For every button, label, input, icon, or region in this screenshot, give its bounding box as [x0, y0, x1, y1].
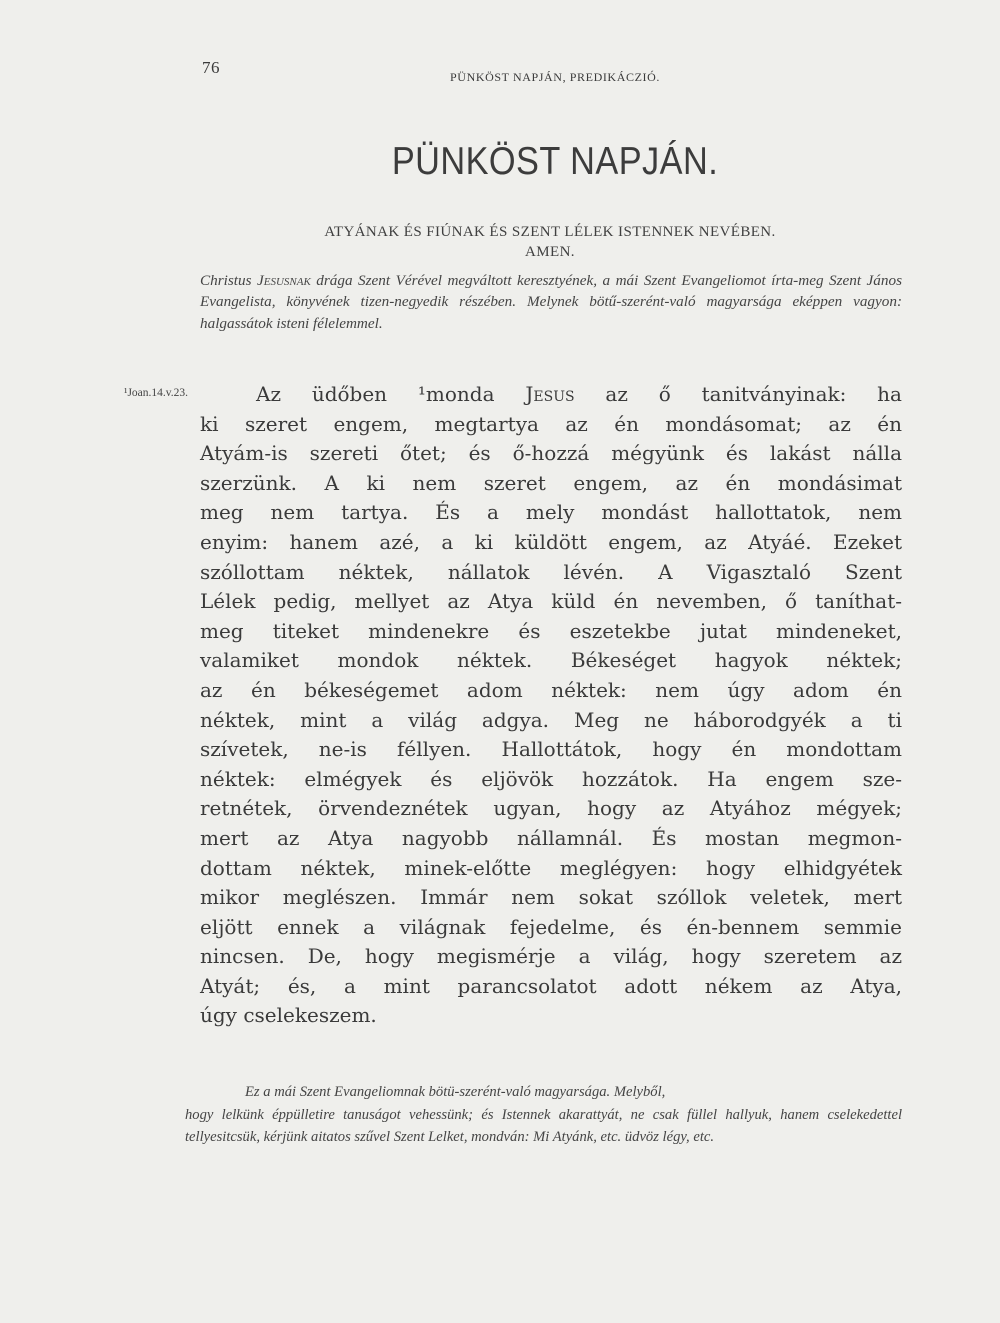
invocation-line-1: ATYÁNAK ÉS FIÚNAK ÉS SZENT LÉLEK ISTENNEK NEVÉBEN. — [324, 224, 776, 240]
scripture-line: Lélek pedig, mellyet az Atya küld én nevemben, ő taníthat- — [200, 589, 902, 614]
scripture-line: szívetek, ne-is féllyen. Hallottátok, hogy én mondottam — [200, 737, 902, 762]
scripture-line: meg titeket mindenekre és eszetekbe jutat mindeneket, — [200, 618, 902, 643]
scripture-passage — [200, 380, 902, 1031]
margin-reference: ¹Joan.14.v.23. — [124, 387, 189, 399]
running-head: PÜNKÖST NAPJÁN, PREDIKÁCZIÓ. — [450, 70, 660, 84]
intro-text-2: drága Szent Vérével megváltott keresztyének, a mái Szent Evangeliomot írta-meg Szent János Evangelista, könyvének tizen-negyedik részében. Melynek bötű-szerént-való magyarsága eképpen vagyon: halgassátok isteni félelemmel. — [200, 272, 902, 332]
scripture-line: eljött ennek a világnak fejedelme, és én-bennem semmie — [200, 914, 902, 939]
scripture-line: mikor meglészen. Immár nem sokat szóllok veletek, mert — [200, 885, 902, 910]
page-number: 76 — [202, 58, 220, 77]
invocation-line-2: AMEN. — [525, 244, 575, 260]
scripture-name: Jesus — [525, 382, 575, 406]
intro-paragraph — [200, 270, 902, 334]
scripture-line: ki szeret engem, megtartya az én mondásomat; az én — [200, 411, 902, 436]
page-title: PÜNKÖST NAPJÁN. — [391, 140, 719, 183]
invocation — [200, 222, 900, 262]
scripture-line: retnétek, örvendeznétek ugyan, hogy az Atyához mégyek; — [200, 796, 902, 821]
scripture-line: néktek: elmégyek és eljövök hozzátok. Ha engem sze- — [200, 766, 902, 791]
scripture-line: szóllottam néktek, nállatok lévén. A Vigasztaló Szent — [200, 559, 902, 584]
scripture-line: Atyát; és, a mint parancsolatot adott nékem az Atya, — [200, 973, 902, 998]
scripture-line: Atyám-is szereti őtet; és ő-hozzá mégyünk és lakást nálla — [200, 441, 902, 466]
scripture-line: enyim: hanem azé, a ki küldött engem, az Atyáé. Ezeket — [200, 529, 902, 554]
scripture-line: néktek, mint a világ adgya. Meg ne háborodgyék a ti — [200, 707, 902, 732]
closing-paragraph — [185, 1081, 902, 1149]
scripture-line: szerzünk. A ki nem szeret engem, az én mondásimat — [200, 470, 902, 495]
scripture-line: dottam néktek, minek-előtte meglégyen: hogy elhidgyétek — [200, 855, 902, 880]
scripture-line: mert az Atya nagyobb nállamnál. És mostan megmon- — [200, 825, 902, 850]
scripture-line — [200, 380, 902, 410]
scripture-line: meg nem tartya. És a mely mondást hallottatok, nem — [200, 500, 902, 525]
scripture-line: nincsen. De, hogy megismérje a világ, hogy szeretem az — [200, 944, 902, 969]
scripture-line: az én békeségemet adom néktek: nem úgy adom én — [200, 677, 902, 702]
scripture-line1-a: Az üdőben ¹monda — [256, 382, 526, 406]
closing-rest: hogy lelkünk éppülletire tanuságot vehessünk; és Istennek akarattyát, ne csak füllel hallyuk, hanem cselekedettel tellyesitcsük, kérjünk aitatos szűvel Szent Lelket, mondván: Mi Atyánk, etc. üdvöz légy, etc. — [185, 1106, 902, 1146]
scripture-line: úgy cselekeszem. — [200, 1003, 377, 1028]
intro-name: Jesusnak — [256, 272, 311, 289]
intro-text-1: Christus — [200, 272, 257, 289]
closing-first-line: Ez a mái Szent Evangeliomnak bötü-szerént-való magyarsága. Melyből, — [245, 1084, 666, 1100]
scripture-line: valamiket mondok néktek. Békeséget hagyok néktek; — [200, 648, 902, 673]
scripture-line1-b: az ő tanitványinak: ha — [574, 382, 902, 406]
